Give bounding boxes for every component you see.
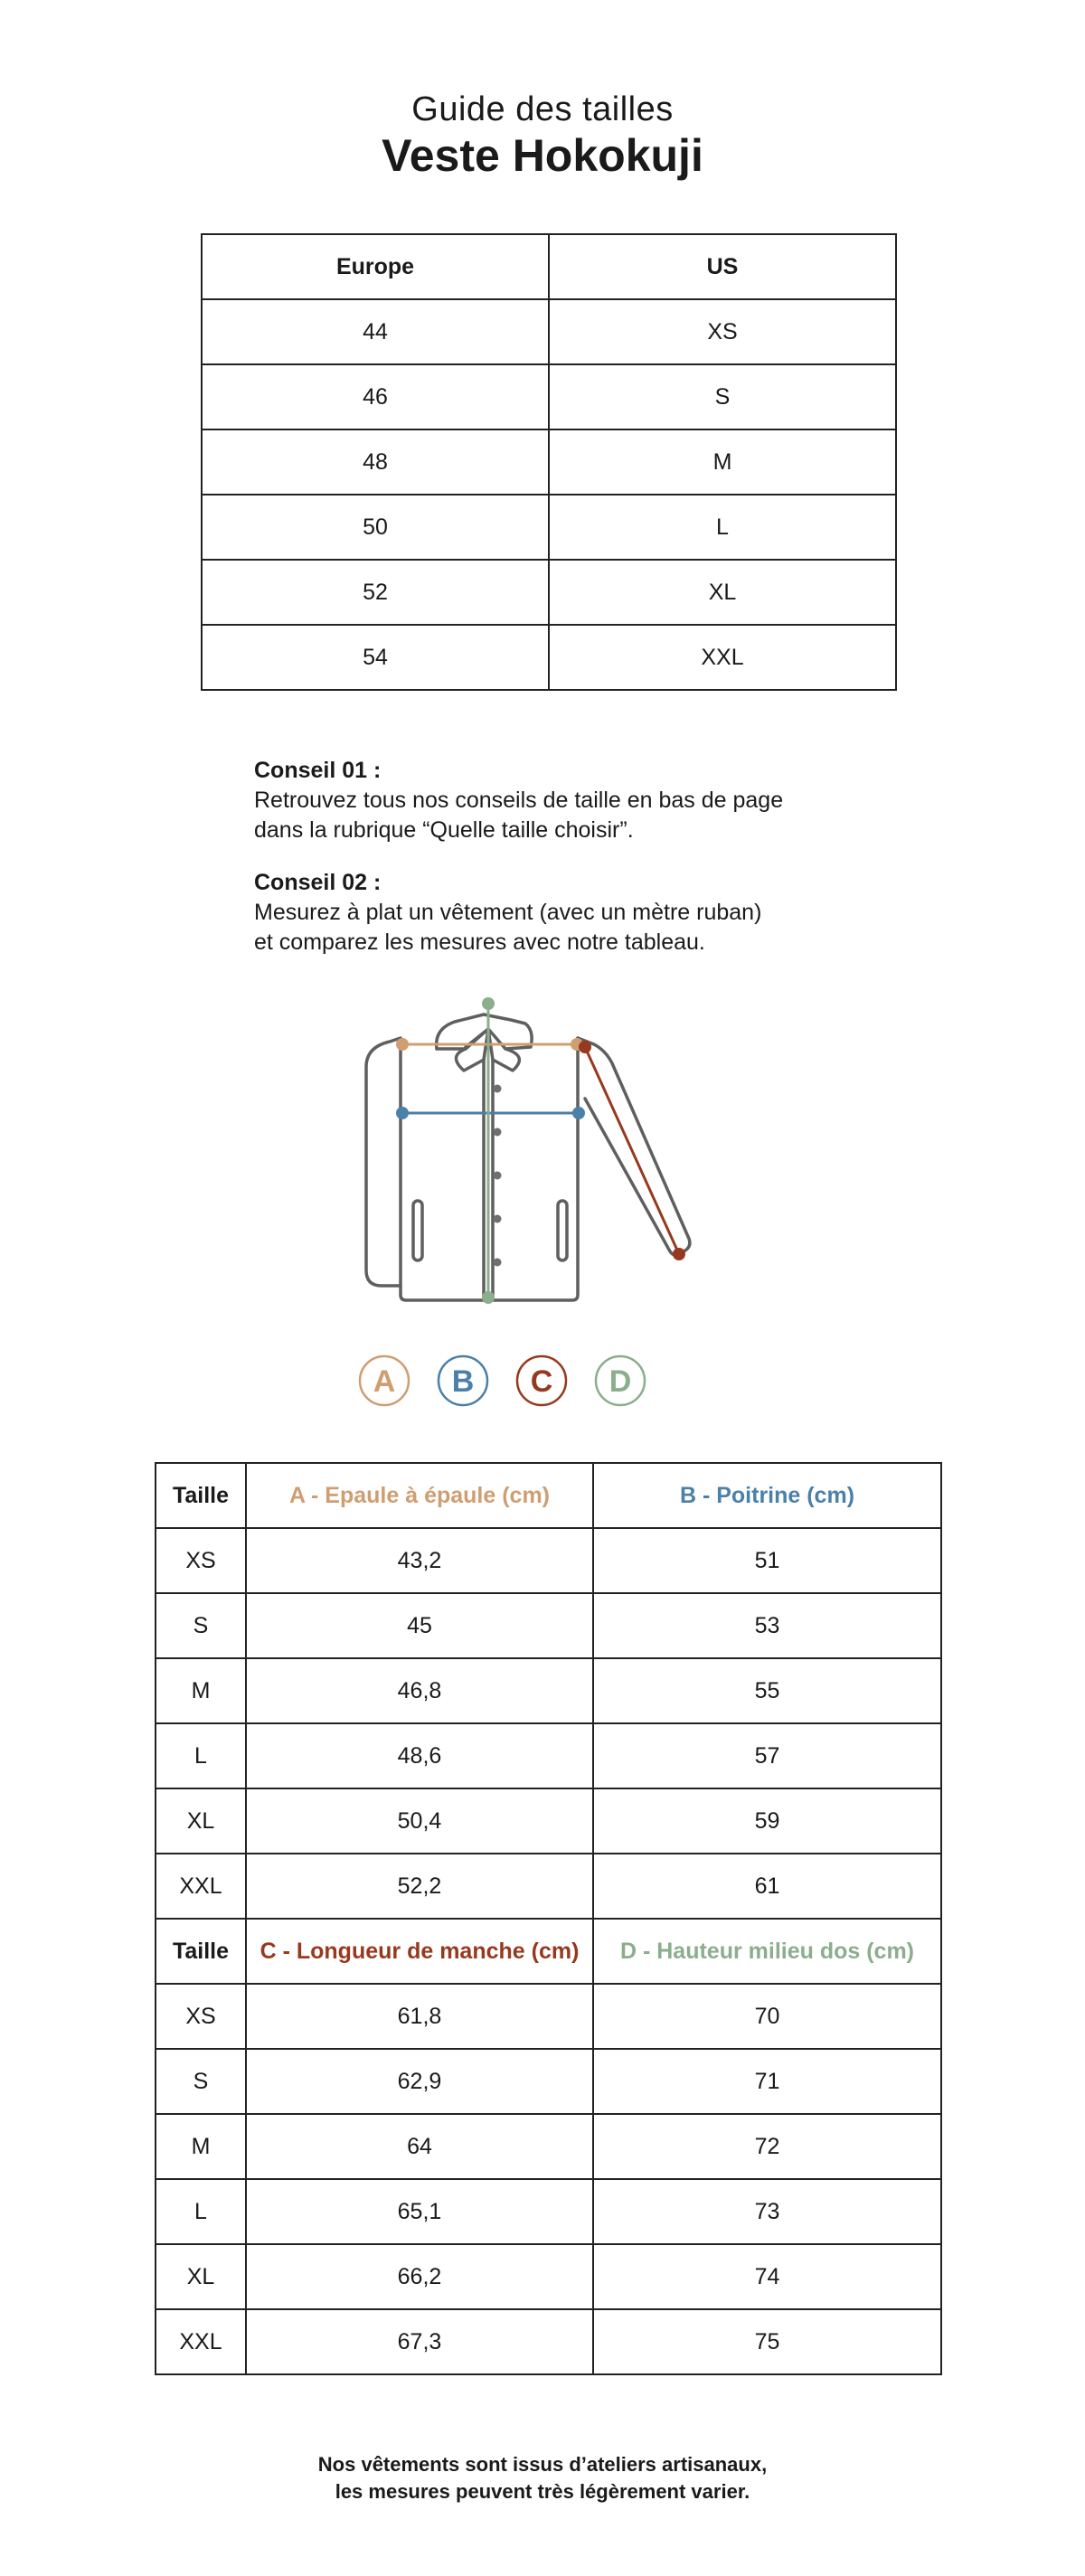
- tip-text: dans la rubrique “Quelle taille choisir”.: [254, 817, 634, 843]
- header-back-height: D - Hauteur milieu dos (cm): [593, 1919, 941, 1984]
- size-cell: S: [156, 2049, 246, 2114]
- size-cell: L: [156, 2179, 246, 2244]
- table-row: [156, 1723, 941, 1788]
- jacket-button: [494, 1259, 502, 1267]
- jacket-button: [494, 1085, 502, 1093]
- europe-size: 52: [202, 560, 549, 625]
- table-row: [202, 429, 896, 495]
- europe-size: 48: [202, 429, 549, 495]
- table-row: [202, 495, 896, 560]
- size-cell: XS: [156, 1984, 246, 2049]
- size-cell: XL: [156, 1788, 246, 1854]
- size-conversion-table: [201, 233, 897, 691]
- header-size: Taille: [156, 1919, 246, 1984]
- table-row: [202, 625, 896, 690]
- jacket-right-pocket: [558, 1201, 567, 1260]
- chest-cell: 61: [593, 1854, 941, 1919]
- footer-line: les mesures peuvent très légèrement varier.: [335, 2480, 750, 2503]
- header-shoulder: A - Epaule à épaule (cm): [246, 1463, 593, 1528]
- table-row: [156, 1788, 941, 1854]
- tip-title: Conseil 02 :: [254, 870, 382, 895]
- back-height-cell: 70: [593, 1984, 941, 2049]
- page-title: Veste Hokokuji: [382, 130, 703, 181]
- tip-text: et comparez les mesures avec notre tableau.: [254, 929, 705, 955]
- us-size: XS: [549, 299, 896, 364]
- measure-point-a: [396, 1038, 409, 1051]
- legend-letter-b: B: [451, 1364, 475, 1399]
- size-cell: XXL: [156, 2309, 246, 2374]
- jacket-button: [494, 1215, 502, 1223]
- table-row: [156, 1984, 941, 2049]
- size-cell: M: [156, 2114, 246, 2179]
- measurements-table: [155, 1462, 942, 2375]
- europe-size: 44: [202, 299, 549, 364]
- shoulder-cell: 45: [246, 1593, 593, 1658]
- table-row: [156, 1658, 941, 1723]
- chest-cell: 57: [593, 1723, 941, 1788]
- page-subtitle: Guide des tailles: [411, 90, 674, 128]
- measurement-legend: [357, 1352, 665, 1415]
- size-cell: XXL: [156, 1854, 246, 1919]
- table-row: [156, 2114, 941, 2179]
- jacket-button: [494, 1172, 502, 1180]
- table-row: [202, 560, 896, 625]
- back-height-cell: 71: [593, 2049, 941, 2114]
- legend-letter-c: C: [530, 1364, 553, 1399]
- sleeve-cell: 61,8: [246, 1984, 593, 2049]
- legend-badge-d: [596, 1356, 645, 1405]
- measure-point-c: [579, 1041, 591, 1053]
- jacket-collar-left: [437, 1029, 488, 1049]
- header-size: Taille: [156, 1463, 246, 1528]
- table-header-row: [202, 234, 896, 299]
- us-size: L: [549, 495, 896, 560]
- table-row: [156, 2179, 941, 2244]
- measure-point-c: [673, 1248, 685, 1260]
- chest-cell: 59: [593, 1788, 941, 1854]
- size-cell: S: [156, 1593, 246, 1658]
- jacket-measurement-diagram: [357, 995, 719, 1311]
- table-header-row: [156, 1919, 941, 1984]
- table-row: [156, 1593, 941, 1658]
- back-height-cell: 74: [593, 2244, 941, 2309]
- back-height-cell: 73: [593, 2179, 941, 2244]
- table-row: [156, 2244, 941, 2309]
- legend-letter-d: D: [609, 1364, 632, 1399]
- table-row: [202, 299, 896, 364]
- measure-point-b: [572, 1107, 585, 1119]
- footer-line: Nos vêtements sont issus d’ateliers artisanaux,: [317, 2453, 768, 2476]
- shoulder-cell: 46,8: [246, 1658, 593, 1723]
- measure-point-d: [482, 997, 495, 1010]
- measure-line-c: [585, 1047, 679, 1254]
- size-cell: L: [156, 1723, 246, 1788]
- tip-text: Mesurez à plat un vêtement (avec un mètre ruban): [254, 900, 762, 925]
- us-size: XL: [549, 560, 896, 625]
- sleeve-cell: 64: [246, 2114, 593, 2179]
- shoulder-cell: 48,6: [246, 1723, 593, 1788]
- tip-02: [254, 868, 887, 958]
- tip-01: [254, 756, 887, 845]
- jacket-left-pocket: [413, 1201, 422, 1260]
- europe-size: 46: [202, 364, 549, 429]
- sleeve-cell: 65,1: [246, 2179, 593, 2244]
- back-height-cell: 72: [593, 2114, 941, 2179]
- header-chest: B - Poitrine (cm): [593, 1463, 941, 1528]
- tip-text: Retrouvez tous nos conseils de taille en bas de page: [254, 788, 784, 813]
- sleeve-cell: 67,3: [246, 2309, 593, 2374]
- size-cell: M: [156, 1658, 246, 1723]
- chest-cell: 51: [593, 1528, 941, 1593]
- size-tips: [254, 756, 887, 980]
- tip-title: Conseil 01 :: [254, 758, 382, 783]
- header-us: US: [549, 234, 896, 299]
- size-cell: XS: [156, 1528, 246, 1593]
- europe-size: 54: [202, 625, 549, 690]
- shoulder-cell: 43,2: [246, 1528, 593, 1593]
- legend-badge-b: [439, 1356, 487, 1405]
- table-row: [156, 1528, 941, 1593]
- legend-badge-c: [517, 1356, 566, 1405]
- header-europe: Europe: [202, 234, 549, 299]
- us-size: M: [549, 429, 896, 495]
- footer-disclaimer: [0, 2451, 1085, 2505]
- sleeve-cell: 66,2: [246, 2244, 593, 2309]
- jacket-button: [494, 1128, 502, 1137]
- chest-cell: 53: [593, 1593, 941, 1658]
- chest-cell: 55: [593, 1658, 941, 1723]
- header-sleeve-length: C - Longueur de manche (cm): [246, 1919, 593, 1984]
- jacket-body-outline: [366, 1038, 578, 1300]
- shoulder-cell: 52,2: [246, 1854, 593, 1919]
- table-row: [202, 364, 896, 429]
- table-row: [156, 2049, 941, 2114]
- legend-badge-a: [360, 1356, 409, 1405]
- back-height-cell: 75: [593, 2309, 941, 2374]
- measure-point-b: [396, 1107, 409, 1119]
- table-header-row: [156, 1463, 941, 1528]
- table-row: [156, 2309, 941, 2374]
- us-size: S: [549, 364, 896, 429]
- size-cell: XL: [156, 2244, 246, 2309]
- sleeve-cell: 62,9: [246, 2049, 593, 2114]
- measure-point-d: [482, 1291, 495, 1304]
- us-size: XXL: [549, 625, 896, 690]
- shoulder-cell: 50,4: [246, 1788, 593, 1854]
- legend-letter-a: A: [373, 1364, 396, 1399]
- europe-size: 50: [202, 495, 549, 560]
- table-row: [156, 1854, 941, 1919]
